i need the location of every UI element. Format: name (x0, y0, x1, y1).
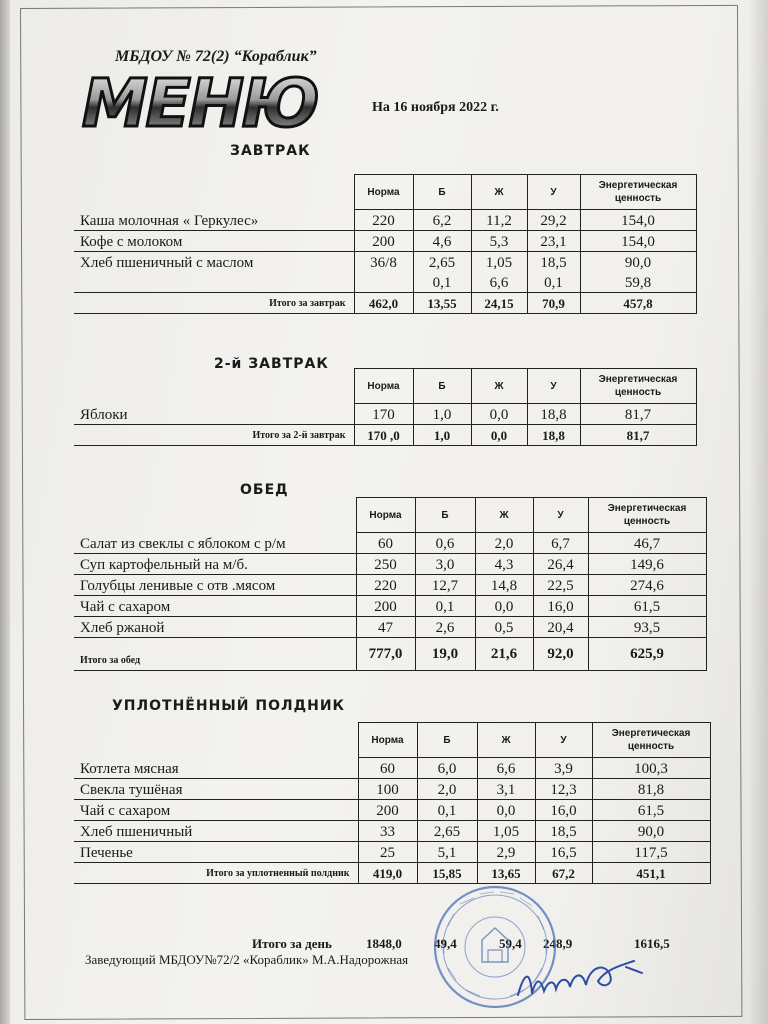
carb-cell: 16,0 (533, 596, 588, 617)
col-header-energy: Энергетическая ценность (580, 369, 696, 404)
second-breakfast-table (74, 368, 697, 446)
dish-name: Салат из свеклы с яблоком с р/м (74, 533, 356, 554)
total-row (74, 293, 696, 314)
dish-name: Суп картофельный на м/б. (74, 554, 356, 575)
total-protein: 13,55 (413, 293, 471, 314)
dish-name: Свекла тушёная (74, 779, 358, 800)
norma-cell: 220 (356, 575, 415, 596)
dish-name: Каша молочная « Геркулес» (74, 210, 354, 231)
norma-cell: 60 (358, 758, 417, 779)
protein-cell: 2,0 (417, 779, 477, 800)
fat-cell: 6,6 (477, 758, 535, 779)
col-header-energy: Энергетическая ценность (592, 723, 710, 758)
table-row (74, 596, 706, 617)
day-total-energy: 1616,5 (634, 936, 670, 951)
section-title-breakfast: ЗАВТРАК (230, 143, 311, 159)
carb-cell: 23,1 (527, 231, 580, 252)
carb-cell: 3,9 (535, 758, 592, 779)
col-header-b: Б (415, 498, 475, 533)
total-row (74, 425, 696, 446)
carb-cell: 22,5 (533, 575, 588, 596)
total-protein: 15,85 (417, 863, 477, 884)
dish-name: Котлета мясная (74, 758, 358, 779)
table-row (74, 404, 696, 425)
dish-name: Голубцы ленивые с отв .мясом (74, 575, 356, 596)
energy-cell: 154,0 (580, 231, 696, 252)
col-header-norma: Норма (356, 498, 415, 533)
total-norma: 170 ,0 (354, 425, 413, 446)
col-header-b: Б (417, 723, 477, 758)
protein-cell: 1,0 (413, 404, 471, 425)
dish-name: Печенье (74, 842, 358, 863)
table-row (74, 821, 710, 842)
table-row (74, 252, 696, 273)
col-header-zh: Ж (477, 723, 535, 758)
handwritten-signature (510, 955, 650, 1005)
table-row (74, 533, 706, 554)
carb-cell: 26,4 (533, 554, 588, 575)
energy-cell: 59,8 (580, 272, 696, 293)
protein-cell: 0,1 (417, 800, 477, 821)
fat-cell: 0,0 (475, 596, 533, 617)
protein-cell: 12,7 (415, 575, 475, 596)
breakfast-table (74, 174, 697, 314)
total-energy: 451,1 (592, 863, 710, 884)
protein-cell: 0,1 (413, 272, 471, 293)
energy-cell: 90,0 (592, 821, 710, 842)
menu-logo-text: МЕНЮ (82, 65, 318, 142)
carb-cell: 18,8 (527, 404, 580, 425)
total-fat: 21,6 (475, 638, 533, 671)
carb-cell: 12,3 (535, 779, 592, 800)
dish-name: Хлеб пшеничный с маслом (80, 255, 254, 271)
table-row (74, 272, 696, 293)
col-header-norma: Норма (354, 369, 413, 404)
fat-cell: 6,6 (471, 272, 527, 293)
total-label: Итого за обед (74, 638, 356, 671)
protein-cell: 5,1 (417, 842, 477, 863)
day-total-norma: 1848,0 (366, 936, 402, 951)
menu-date: На 16 ноября 2022 г. (372, 100, 499, 115)
dish-name: Яблоки (74, 404, 354, 425)
total-carb: 70,9 (527, 293, 580, 314)
energy-cell: 61,5 (588, 596, 706, 617)
section-title-lunch: ОБЕД (240, 482, 289, 498)
carb-cell: 18,5 (535, 821, 592, 842)
director-signature-line: Заведующий МБДОУ№72/2 «Кораблик» М.А.Надорожная (85, 952, 409, 967)
total-row (74, 863, 710, 884)
org-title: МБДОУ № 72(2) “Кораблик” (115, 48, 317, 65)
day-total-carb: 248,9 (543, 936, 573, 951)
paper-right-shadow (748, 0, 768, 1024)
afternoon-snack-table (74, 722, 711, 884)
fat-cell: 4,3 (475, 554, 533, 575)
total-carb: 92,0 (533, 638, 588, 671)
norma-cell: 200 (358, 800, 417, 821)
energy-cell: 90,0 (580, 252, 696, 273)
carb-cell: 6,7 (533, 533, 588, 554)
carb-cell: 20,4 (533, 617, 588, 638)
day-total-label: Итого за день (252, 936, 332, 951)
fat-cell: 5,3 (471, 231, 527, 252)
protein-cell: 2,65 (413, 252, 471, 273)
protein-cell: 6,2 (413, 210, 471, 231)
col-header-u: У (535, 723, 592, 758)
dish-name: Хлеб ржаной (74, 617, 356, 638)
total-fat: 24,15 (471, 293, 527, 314)
protein-cell: 4,6 (413, 231, 471, 252)
protein-cell: 3,0 (415, 554, 475, 575)
energy-cell: 100,3 (592, 758, 710, 779)
norma-cell (354, 272, 413, 293)
energy-cell: 81,8 (592, 779, 710, 800)
protein-cell: 0,6 (415, 533, 475, 554)
dish-name: Хлеб пшеничный (74, 821, 358, 842)
energy-cell: 81,7 (580, 404, 696, 425)
total-row (74, 638, 706, 671)
energy-cell: 46,7 (588, 533, 706, 554)
table-row (74, 575, 706, 596)
norma-cell: 220 (354, 210, 413, 231)
paper-shadow-edge (0, 0, 10, 1024)
protein-cell: 2,6 (415, 617, 475, 638)
protein-cell: 0,1 (415, 596, 475, 617)
total-energy: 625,9 (588, 638, 706, 671)
col-header-u: У (527, 175, 580, 210)
total-label: Итого за 2-й завтрак (74, 425, 354, 446)
protein-cell: 6,0 (417, 758, 477, 779)
col-header-energy: Энергетическая ценность (580, 175, 696, 210)
norma-cell: 33 (358, 821, 417, 842)
dish-name: Кофе с молоком (74, 231, 354, 252)
total-label: Итого за завтрак (74, 293, 354, 314)
col-header-b: Б (413, 369, 471, 404)
norma-cell: 25 (358, 842, 417, 863)
total-protein: 1,0 (413, 425, 471, 446)
total-label: Итого за уплотненный полдник (74, 863, 358, 884)
protein-cell: 2,65 (417, 821, 477, 842)
fat-cell: 2,9 (477, 842, 535, 863)
col-header-zh: Ж (471, 369, 527, 404)
col-header-u: У (527, 369, 580, 404)
col-header-b: Б (413, 175, 471, 210)
col-header-norma: Норма (358, 723, 417, 758)
col-header-u: У (533, 498, 588, 533)
fat-cell: 2,0 (475, 533, 533, 554)
norma-cell: 170 (354, 404, 413, 425)
fat-cell: 1,05 (471, 252, 527, 273)
total-norma: 777,0 (356, 638, 415, 671)
col-header-norma: Норма (354, 175, 413, 210)
total-fat: 13,65 (477, 863, 535, 884)
norma-cell: 250 (356, 554, 415, 575)
dish-name: Чай с сахаром (74, 596, 356, 617)
menu-logo (78, 62, 353, 142)
total-energy: 81,7 (580, 425, 696, 446)
section-title-second-breakfast: 2-й ЗАВТРАК (214, 356, 329, 372)
fat-cell: 14,8 (475, 575, 533, 596)
total-norma: 462,0 (354, 293, 413, 314)
col-header-zh: Ж (471, 175, 527, 210)
energy-cell: 93,5 (588, 617, 706, 638)
total-protein: 19,0 (415, 638, 475, 671)
carb-cell: 18,5 (527, 252, 580, 273)
carb-cell: 16,0 (535, 800, 592, 821)
carb-cell: 0,1 (527, 272, 580, 293)
energy-cell: 61,5 (592, 800, 710, 821)
dish-name (74, 272, 354, 293)
energy-cell: 154,0 (580, 210, 696, 231)
norma-cell: 200 (354, 231, 413, 252)
col-header-energy: Энергетическая ценность (588, 498, 706, 533)
norma-cell: 36/8 (354, 252, 413, 273)
col-header-zh: Ж (475, 498, 533, 533)
fat-cell: 0,0 (477, 800, 535, 821)
fat-cell: 3,1 (477, 779, 535, 800)
total-carb: 18,8 (527, 425, 580, 446)
fat-cell: 11,2 (471, 210, 527, 231)
table-row (74, 617, 706, 638)
table-row (74, 800, 710, 821)
section-title-afternoon-snack: УПЛОТНЁННЫЙ ПОЛДНИК (112, 698, 345, 714)
fat-cell: 0,5 (475, 617, 533, 638)
fat-cell: 1,05 (477, 821, 535, 842)
energy-cell: 274,6 (588, 575, 706, 596)
table-row (74, 210, 696, 231)
table-row (74, 231, 696, 252)
fat-cell: 0,0 (471, 404, 527, 425)
carb-cell: 29,2 (527, 210, 580, 231)
energy-cell: 149,6 (588, 554, 706, 575)
total-energy: 457,8 (580, 293, 696, 314)
lunch-table (74, 497, 707, 671)
total-carb: 67,2 (535, 863, 592, 884)
day-total-protein: 49,4 (434, 936, 457, 951)
day-total-fat: 59,4 (499, 936, 522, 951)
norma-cell: 200 (356, 596, 415, 617)
table-row (74, 842, 710, 863)
table-row (74, 758, 710, 779)
dish-name: Чай с сахаром (74, 800, 358, 821)
norma-cell: 47 (356, 617, 415, 638)
table-row (74, 554, 706, 575)
norma-cell: 60 (356, 533, 415, 554)
energy-cell: 117,5 (592, 842, 710, 863)
total-norma: 419,0 (358, 863, 417, 884)
table-row (74, 779, 710, 800)
norma-cell: 100 (358, 779, 417, 800)
total-fat: 0,0 (471, 425, 527, 446)
carb-cell: 16,5 (535, 842, 592, 863)
